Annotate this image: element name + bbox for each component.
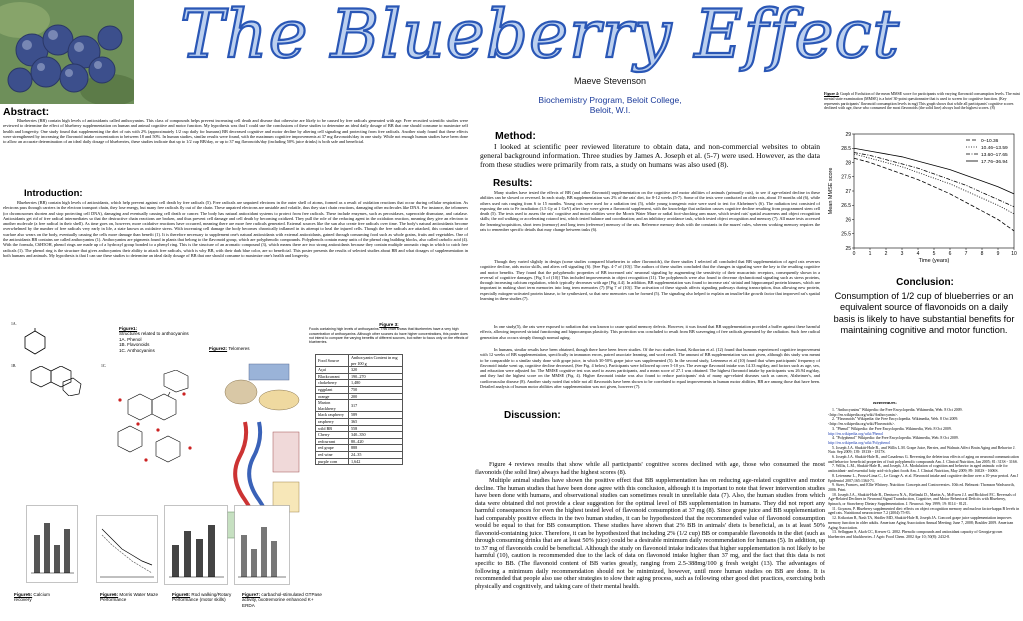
table-row <box>316 400 403 412</box>
food-source-cell: wild BB <box>316 425 349 432</box>
blueberry-photo <box>0 0 134 104</box>
discussion-paragraph-1: Figure 4 reviews results that show while all participants' cognitive scores declined with age, those who consumed the most flavonoids (the solid line) always had the highest scores (8). <box>475 461 825 476</box>
fig5-caption <box>14 592 66 603</box>
table-row <box>316 418 403 425</box>
flavonoid-structure <box>23 366 83 396</box>
affiliation-line-2: Beloit, W.I. <box>589 105 631 115</box>
fig2-caption-text: Telomeres <box>228 346 250 351</box>
method-text: I looked at scientific peer reviewed literature to obtain data, and non-commercial websites to obtain general background information. Three studies by James A. Joseph et al. (5-7) were used. However, as the data from these studies were primarily from rats, a study on humans was also used (8). <box>480 142 820 170</box>
table-row <box>316 380 403 387</box>
x-tick-label: 5 <box>932 251 936 257</box>
anthocyanin-table <box>315 354 403 465</box>
anthocyanin-value-cell: 190–270 <box>348 373 402 380</box>
anthocyanin-value-cell: 888 <box>348 445 402 452</box>
fig3-caption-text: Foods containing high levels of anthocyanins. This chart shows that blueberries have a very high concentration of anthocyanins. Although other sources do have higher concentrations, this poster does not intend to compare the varying benefits of different sources, but rather to focus only on the effects of blueberries. <box>309 327 469 345</box>
affiliation <box>470 95 750 115</box>
reference-link[interactable]: http://en.wikipedia.org/wiki/Phenol <box>828 431 884 436</box>
introduction-text: Blueberries (BB) contain high levels of antioxidants, which help prevent against cell death by free radicals (5). Free radicals are unpaired electrons in the outer shell of atoms, formed as a result of oxidation reactions that occur during cellular respiration. As electrons pass through carriers in the electron transport chain, they lose energy, but many free radicals fly out of the chain. These unpaired electrons are unstable and volatile, thus they start chain reactions, damaging other molecules like DNA. For instance, the telomeres (or chromosomes shorten and stop protecting cell DNA), damaging and eventually causing cell death or cancer. The body has natural antioxidant systems to protect from free radicals. These include enzymes, such as peroxidases, superoxide dismutase, and catalase. Antioxidants get rid of free radical intermediates so that the destructive chain reactions are broken, and thus prevent cell damage and cell death by becoming oxidized. They pull the role of the reducing agent in the oxidation reaction, meaning they give an electron to another molecule (a free radical in their shell). As time goes on, however, more oxidative reactions have occurred, meaning there are more free radicals generated. External sources like the sun also create free radicals over time. The body's natural antioxidants become overwhelmed by the number of free radicals very early in life, a state known as oxidative stress. With increasing cell damage the body becomes chronically inflamed in its attempt to heal the injured cells. Though the free radicals are attacked, this constant state of warfare also wears on the body, eventually causing the cells more damage than benefit (1). It is therefore necessary to supplement one's natural antioxidants with external antioxidants, gained through consuming food such as whole grains, fruits and vegetables. One of the antioxidants BB contains are called anthocyanins (1). Anthocyanins are pigments found in plants that belong to the flavonoid group, which are polyphenolic compounds. Polyphenols contain many units of the phenol ring building blocks, also called carbolic acid (4). With the formula, C6H5OH, phenol rings are made up of a hydroxyl group bonded to a phenyl ring. This is the structure of an aromatic compound (3), which means there are two strong antioxidants because they contain multiple aromatic rings in which to catch free radicals (1). The phenol ring is the structure that gives anthocyanins their ability to attack free radicals, which is why BB, with their dark blue color, are so beneficial. This poster presents the results of selected studies about BB and what dosages of supplementation in both humans and animals. My hypothesis is that I can use these studies to determine an ideal daily dosage of BB that one should consume to maximize one's health and longevity. <box>3 200 468 258</box>
conclusion-heading: Conclusion: <box>896 277 954 288</box>
food-source-cell: chokeberry <box>316 380 349 387</box>
references-list <box>828 408 1020 620</box>
rod-walking-chart <box>164 505 228 585</box>
legend-label: 0–10.36 <box>981 138 999 144</box>
x-tick-label: 2 <box>884 251 888 257</box>
x-tick-label: 4 <box>916 251 920 257</box>
anthocyanin-value-cell: 200 <box>348 393 402 400</box>
discussion-heading: Discussion: <box>504 410 561 421</box>
food-source-cell: Cherry <box>316 432 349 439</box>
gtpase-activity-chart <box>234 505 290 585</box>
legend-label: 17.76–36.94 <box>981 159 1008 165</box>
fig3-caption <box>309 322 469 353</box>
y-axis-label: Mean MMSE score <box>828 167 834 215</box>
food-source-cell: red grape <box>316 445 349 452</box>
table-row <box>316 412 403 419</box>
fig1-caption-line: 1C. Anthocyanins <box>119 347 155 353</box>
introduction-heading: Introduction: <box>24 188 83 199</box>
reference-item: 11. Goyarzu, P. Blueberry supplemented diet: effects on object recognition memory and nuclear factor-kappa B levels in aged rats. Nutritional neuroscience 7.2 (2004):75-83. <box>828 506 1020 516</box>
chart-plot-area <box>854 134 1014 248</box>
phenol-structure <box>21 328 49 356</box>
affiliation-line-1: Biochemistry Program, Beloit College, <box>538 95 682 105</box>
x-tick-label: 9 <box>996 251 1000 257</box>
results-paragraph-3: In one study(5), the rats were exposed to radiation that was known to cause spatial memory defects. However, it was found that BB supplementation provided a buffer against these harmful effects, allowing improved striatal functioning and hippocampus plasticity. This protection was concluded to result from BB scavenging of free radicals generated by the radiation. Such free radical generation also occurs simply through normal aging. <box>480 324 820 340</box>
table-row <box>316 393 403 400</box>
reference-link[interactable]: http://en.wikipedia.org/wiki/Polyphenol <box>828 440 891 445</box>
food-source-cell: purple corn <box>316 458 349 465</box>
reference-item: 9. Sizer, Frances, and Ellie Whitney. Nutrition: Concepts and Controversies. 10th ed. Belmont: Thomson Wadsworth, 2006. Print. <box>828 483 1015 492</box>
fig7-caption <box>242 592 326 608</box>
fig1-caption <box>119 326 199 353</box>
mmse-line-chart <box>824 128 1021 265</box>
x-tick-label: 10 <box>1011 251 1017 257</box>
fig5-caption-text: Calcium recovery <box>14 592 50 603</box>
fig1b-label: 1B. <box>11 364 17 368</box>
anthocyanin-value-cell: 320 <box>348 367 402 374</box>
fig8-caption <box>172 592 240 603</box>
abstract-text: Blueberries (BB) contain high levels of antioxidants called anthocyanins. This class of compounds helps prevent increasing cell death and disease that otherwise are likely to be caused by free radicals generated with age. Free recruited scientific studies were reviewed to determine the effect of blueberry supplementation on human and animal cognitive and motor function. My hypothesis was that I could use the conclusions of these studies to determine an ideal daily dosage of BB that one should consume to maximize self health and longevity. One study found that supplementing the diet of rats with 2% (approximately 1/2 cup daily for humans) BB decreased cognitive and motor decline by altering cell signaling and protecting from free radicals. Another study found that these effects were strengthened by increasing the flavonoid intake concentration to between 18 and 50%. In human studies, similar results were found, with the maximum cognitive improvements at 37 mg flavonoids/day in one study. While not enough human studies have been done to allow an accurate determination of an ideal daily dosage of blueberries, these studies indicate that up to 1/2 cup BB/day, or up to 37 mg flavonoids/day (including 50% juice drinks) is both safe and beneficial. <box>3 118 468 145</box>
fig1a-label: 1A. <box>11 322 17 326</box>
fig4-caption-text: Graph of Evolution of the mean MMSE score for participants with varying flavonoid consumption levels. The mini mental state examination (MMSE) is a brief 30-point questionnaire that is used to screen for cognitive function. (Key represents participants' flavonoid consumption levels in mg) This graph shows that while all participants' cognitive scores declined with age, those who consumed the most flavonoids (the solid line) always had the highest scores. (8) <box>824 92 1020 111</box>
anthocyanin-value-cell: 80–420 <box>348 438 402 445</box>
reference-item: 8. Letenneur L., Proust-Lima C., Le Gouge A. et al. Flavonoid intake and cognitive decline over a 10-year period. Am J Epidemiol 2007;165:1364-71. <box>828 473 1019 483</box>
reference-item: 2. "Flavonoids" Wikipedia: the Free Encyclopedia. Wikimedia, Web. 8 Oct 2009. <http://en.wikipedia.org/wiki/Flavonoids>. <box>828 417 959 427</box>
table-row <box>316 432 403 439</box>
food-source-cell: eggplant <box>316 386 349 393</box>
fig6-caption-text: Morris Water Maze Performance <box>100 592 159 603</box>
poster-title: The Blueberry Effect <box>180 0 900 73</box>
reference-item: 3. "Phenol" Wikipedia: the Free Encyclopedia. Wikimedia, Web. 8 Oct 2009. <box>832 426 952 431</box>
fig7-caption-title: Figure7: <box>242 592 261 597</box>
x-tick-label: 8 <box>980 251 984 257</box>
legend-label: 13.60–17.65 <box>981 152 1008 158</box>
y-tick-label: 27.5 <box>841 174 851 181</box>
x-tick-label: 0 <box>852 251 856 257</box>
y-tick-label: 28.5 <box>841 146 851 153</box>
food-source-cell: red wine <box>316 451 349 458</box>
x-axis-label: Time (years) <box>918 258 950 264</box>
food-source-cell: Blackcurrant <box>316 373 349 380</box>
anthocyanin-value-cell: 1,642 <box>348 458 402 465</box>
fig7-caption-text: carbachol-stimulated GTPase activity, oxotremorine enhanced K+ ERDA <box>242 592 322 608</box>
fig8-caption-text: Rod walking/Rotary Performance (motor skills) <box>172 592 232 603</box>
table-row <box>316 373 403 380</box>
fig2-caption-title: Figure2: <box>209 346 228 351</box>
table-row <box>316 438 403 445</box>
reference-item: 5. Joseph J.A. Shukitt-Hale B., and Willis L.M. Grape Juice, Berries, and Walnuts Affect Brain Aging and Behavior J. Nutr. Sep 2009; 139: 1813S - 1817S. <box>828 445 1016 455</box>
table-row <box>316 451 403 458</box>
fig8-caption-title: Figure8: <box>172 592 191 597</box>
water-maze-chart <box>96 515 158 583</box>
fig1-caption-line: 1B. Flavonoids <box>119 342 150 348</box>
table-row <box>316 425 403 432</box>
y-tick-label: 25 <box>845 245 851 252</box>
fig1-caption-title: Figure1: <box>119 326 138 331</box>
fig4-caption-title: Figure 4: <box>824 92 840 96</box>
author-name: Maeve Stevenson <box>573 76 647 86</box>
discussion-paragraph-2: Multiple animal studies have shown the positive effect that BB supplementation has on reducing age-related cognitive and motor decline. The human studies that have been done agree with this conclusion, although it is important to note that fewer intervention studies have been done with humans, and observational studies can sometimes result in unreliable data (7). Also, the human studies from which data were obtained did not provide a clear suggestion for the optimal level of BB supplementation in humans. They did not report any harmful consequences for even the highest tested level of flavonoid consumption at 37 mg (8). Since grape juice and BB supplementation had comparably positive effects in the two human studies, it can be hypothesized that the recommended value of flavonoid consumption would be equal to that for BB consumption. These studies have shown that 2% BB in animals' diets is beneficial, as is at least 50% flavonoid-containing juice. Therefore, it can be hypothesized that including 2% (1/2 cup) BB or comparable flavonoids in the diet (such as through consuming drinks that are at least 50% juice) could be a desirable minimum daily recommendation for humans (5). In addition, up to 37 mg of flavonoids could be beneficial. Although the study on flavonoid intake indicates that higher supplementation is not likely to be harmful (10), caution is recommended due to the lack of data on flavonoid intake higher than 37 mg, and the fact that this data is not specific to BB. (The flavonoid content of BB varies greatly, ranging from 2.5-388mg/100 g fresh weight (13). The advantages of following a minimum daily recommendation should not be minimized, however, until more human studies on BB are done. It is recommended that people also use other strategies to slow their aging process, such as following other good diet practices, exercising both physically and cognitively, and taking care of their mental health. <box>475 477 825 590</box>
reference-item: 13. Sellappan S, Akoh CC, Krewer G. 2002. Phenolic compounds and antioxidant capacity of Georgia-grown blueberries and blackberries. J Agric Food Chem. 2002 Apr 10; 50(8): 2432-8. <box>828 530 1003 539</box>
y-tick-label: 29 <box>845 131 851 138</box>
y-tick-label: 27 <box>845 188 851 195</box>
anthocyanin-value-cell: 750 <box>348 386 402 393</box>
fig1-caption-line: 1A. Phenol <box>119 336 142 342</box>
y-tick-label: 26.5 <box>841 203 851 210</box>
food-source-cell: raspberry <box>316 418 349 425</box>
fig6-caption <box>100 592 170 603</box>
table-header: Food Source <box>316 355 349 367</box>
anthocyanin-value-cell: 558 <box>348 425 402 432</box>
food-source-cell: black raspberry <box>316 412 349 419</box>
reference-item: 1. "Anthocyanins" Wikipedia: the Free Encyclopedia. Wikimedia, Web. 8 Oct 2009. <http://en.wikipedia.org/wiki/Anthocyanin>. <box>828 408 963 417</box>
table-row <box>316 458 403 465</box>
table-row <box>316 367 403 374</box>
anthocyanin-value-cell: 589 <box>348 412 402 419</box>
reference-item: 6. Joseph J.A. Shukitt-Hale B., and Casadesus G. Reversing the deleterious effects of aging on neuronal communication and behavior: beneficial properties of fruit polyphenolic compounds Am. J. Clinical Nutrition, Jan 2005; 81: 313S - 316S. <box>828 455 1019 464</box>
anthocyanin-value-cell: 24–35 <box>348 451 402 458</box>
x-tick-label: 1 <box>868 251 872 257</box>
results-paragraph-4: In humans, similar results have been obtained, though there have been fewer studies. Of the two studies found, Krikorian et al. (12) found that humans experienced cognitive improvement with 12 weeks of BB supplementation, specifically in immunon errors, paired associate learning, and word recall. The amount of BB supplementation was not given, although this study was meant to be comparable to a similar study done with grape juice, in which 30-50% grape juice was supplemented (5). In the second study, Letenneur et al (10) found that when participants' frequency of flavonoid intake went up, cognitive decline decreased, (See Fig. 4 below). Participants were followed up over 5-10 yrs. The average flavonoid intake was 14.33 mg/day, and factors such as age, sex, and education were adjusted for. The MMSE cognitive test was used to assess participants, and a mean score of 27.1 was obtained. The highest flavonoid intake by participants was 26.94 mg/day, and they had the highest score on the MMSE (Fig. 4). Higher flavonoid intake was also found to reduce participants' risk of many age-related diseases such as cancer, Alzheimer's, and cardiovascular disease (8). Another study noted that while not all flavonoids have been shown to be correlated to equal improvements in human motor abilities, BB are among those that have been. Detailed analysis of human motor abilities after supplementation was not given, however (7). <box>480 347 820 390</box>
table-header: Anthocyanin Content in mg per 100 g <box>348 355 402 367</box>
anthocyanin-value-cell: 1,480 <box>348 380 402 387</box>
y-tick-label: 25.5 <box>841 231 851 238</box>
bottom-figures <box>26 505 346 605</box>
anthocyanin-structure <box>98 370 208 480</box>
x-tick-label: 7 <box>964 251 968 257</box>
x-tick-label: 3 <box>900 251 904 257</box>
food-source-cell: orange <box>316 393 349 400</box>
reference-item: 10. Joseph J.A., Shukitt-Hale B., Denisova N.A., Bielinski D., Martin A., McEwen J.J. and Bickford P.C. Reversals of Age-Related Declines in Neuronal Signal Transduction, Cognitive, and Motor Behavioral Deficits with Blueberry, Spinach, or Strawberry Dietary Supplementation. J. Neurosci. Sep 1999; 19: 8114 - 8121. <box>828 492 1016 507</box>
fig4-caption <box>824 92 1020 128</box>
reference-item: 7. Willis, L.M., Shukitt-Hale B., and Joseph, J.A. Modulation of cognition and behavior in aged animals: role for antioxidant- and essential fatty acid-rich plant foods Am. J. Clinical Nutrition, May 2009; 89: 1602S - 1606S. <box>828 464 1008 474</box>
legend-label: 10.46–13.59 <box>981 145 1008 151</box>
fig1-caption-line: Structures related to anthocyanins <box>119 331 189 337</box>
anthocyanin-table-body <box>316 367 403 465</box>
table-row <box>316 386 403 393</box>
abstract-heading: Abstract: <box>3 106 50 118</box>
y-tick-label: 26 <box>845 217 851 224</box>
results-heading: Results: <box>493 178 533 189</box>
y-tick-label: 28 <box>845 160 851 167</box>
results-paragraph-1: Many studies have tested the effects of BB (and other flavonoid) supplementation on the cognitive and motor abilities of animals (primarily rats), to see if age-related decline in these abilities can be slowed or reversed. In each study, BB supplementation was 2% of the rats' diet, for 8-12 weeks (5-7). Some of the tests were conducted on older rats, about 19 months old (6), while others used rats ranging from 6 to 15 months. Young rats were used for a radiation test (5), while young transgenic mice were used to test for Alzheimer's (6). The radiation test consisted of exposing the rats to Fe irradiation (1.5 Gy at 1 GeV) after they were given a flavonoid supplement, with the knowledge that radiation causes cognitive decline resulting from programmed stem cell death (5). The tests used to assess the rats' cognitive and motor abilities were the Morris Water Maze or radial foot-shocking arm maze, which tested rats' spatial awareness and object recognition skills; the rod walking or accelerating rotarod test, which tested balance and coordination; and an inhibitory avoidance task, which tested object recognition and memory (7). All maze tests accessed the learning/acquisition, short term (memory) and long term (reference) memory of the rats. Reference memory deals with the constants in the mazes' rules, whereas working memory requires the rats to remember specific details that may change between tasks (6). <box>480 190 820 233</box>
fig6-caption-title: Figure6: <box>100 592 119 597</box>
x-tick-label: 6 <box>948 251 952 257</box>
results-paragraph-2: Though they varied slightly in design (some studies compared blueberries to other flavonoids), the three studies I selected all concluded that BB supplementation of aged rats reverses cognitive decline, aids motor skills, and alters cell signaling (6). [See Figs. 4-7 of (10)]. The authors of these studies concluded that the changes in signaling were the key to the resulting cognitive and motor benefits. They found that the polyphenolic properties of BB increased rats' neuronal signaling by augmenting the sensitivity of their muscarinic receptors, consequently shown in a reversal of cognitive damages. [Fig 5 of (10)] This included improvements in object recognition (11). The polyphenols were also found to decrease dysfunctional signaling such as stress proteins, through increasing calcium regulation, which typically decreases with age [Fig 4.4]. In addition, BB supplementation was found to increase rats' striatal and hippocampal protein kinases, which are important in making short term memories into long term memories (7) [Fig 7 of (10)]. The activation of these signals affects signaling pathways during transcription, thus allowing new protein, especially mitogen-activated protein kinase, to be synthesized, so that new memories can be formed (5). The signaling also helped to explain an insulin-like growth factor that improved rat's spatial learning in these studies (7). <box>480 259 820 302</box>
reference-item: 12. Krikorian R, Nash TA, Shidler MD, Shukitt-Hale B, Joseph JA. Concord grape juice supplementation improves memory function in older adults. American Aging Association Annual Meeting; June 7, 2008; Boulder 2009. American Aging Association. <box>828 516 1014 530</box>
food-source-cell: redcurrant <box>316 438 349 445</box>
fig1c-label: 1C. <box>101 364 107 368</box>
fig5-caption-title: Figure5: <box>14 592 33 597</box>
food-source-cell: Açaí <box>316 367 349 374</box>
anthocyanin-value-cell: 317 <box>348 400 402 412</box>
anthocyanin-value-cell: 340–350 <box>348 432 402 439</box>
method-heading: Method: <box>495 130 536 142</box>
anthocyanin-value-cell: 365 <box>348 418 402 425</box>
food-source-cell: Marion blackberry <box>316 400 349 412</box>
reference-item: 4. "Polyphenol" Wikipedia: the Free Encyclopedia. Wikimedia, Web. 8 Oct 2009. <box>832 436 959 441</box>
conclusion-text: Consumption of 1/2 cup of blueberries or an equivalent source of flavonoids on a daily basis is likely to have substantial benefits for maintaining cognitive and motor function. <box>833 291 1015 335</box>
calcium-recovery-chart <box>26 505 78 583</box>
fig3-caption-title: Figure 3: <box>379 322 399 327</box>
fig2-caption <box>209 346 279 351</box>
references-heading: References: <box>873 402 897 406</box>
table-row <box>316 445 403 452</box>
